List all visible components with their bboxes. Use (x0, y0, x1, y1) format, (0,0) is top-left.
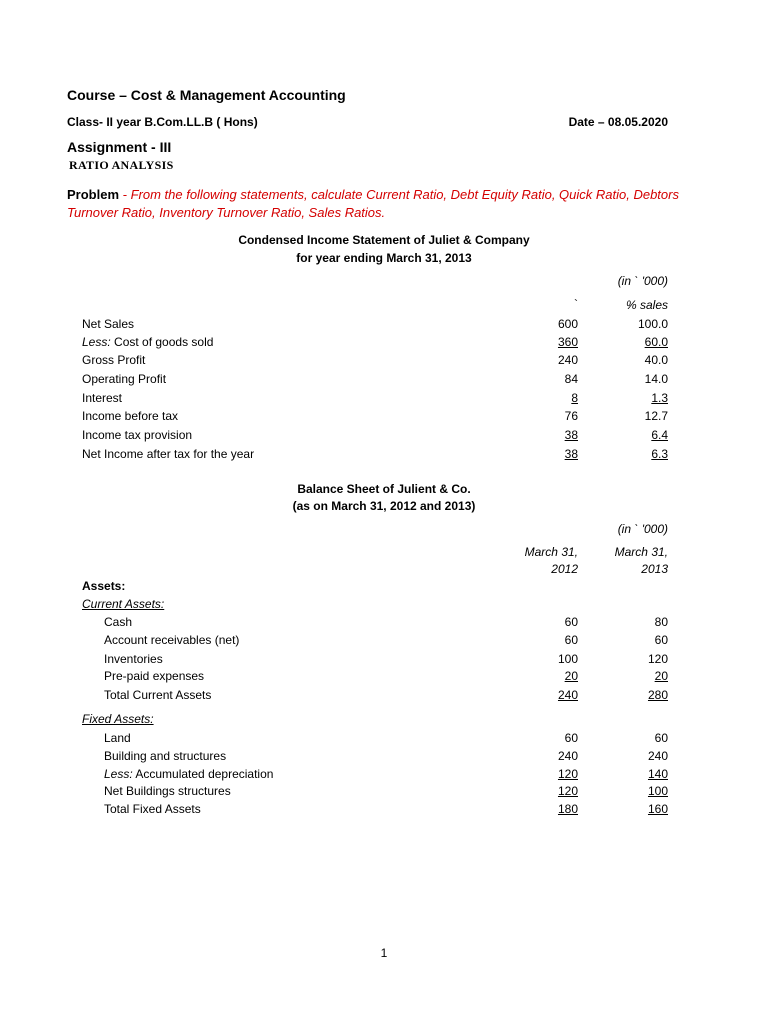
fixed-asset-label: Net Buildings structures (104, 784, 231, 798)
topic-heading: RATIO ANALYSIS (69, 158, 174, 172)
current-asset-label: Pre-paid expenses (104, 669, 205, 683)
less-prefix: Less: (104, 767, 133, 781)
current-asset-2013: 280 (647, 688, 668, 702)
fixed-asset-2013: 240 (647, 749, 668, 763)
income-row-value: 84 (564, 372, 578, 386)
income-row-label: Gross Profit (82, 353, 146, 367)
problem-end: . (381, 205, 386, 220)
income-row-value: 600 (557, 317, 578, 331)
income-row-percent: 40.0 (644, 353, 668, 367)
income-row-percent: 6.4 (651, 428, 668, 442)
balance-units: (in ` '000) (617, 522, 668, 536)
current-asset-2012: 60 (564, 615, 578, 629)
balance-sheet-title: Balance Sheet of Julient & Co. (297, 482, 471, 496)
income-row-label: Income tax provision (82, 428, 193, 442)
income-row-label (82, 335, 213, 349)
problem-dash: - (119, 187, 131, 202)
current-asset-label: Cash (104, 615, 133, 629)
less-prefix: Less: (82, 335, 111, 349)
fixed-asset-text: Accumulated depreciation (132, 767, 274, 781)
income-row-percent: 12.7 (644, 409, 668, 423)
problem-statement (67, 186, 707, 222)
income-units: (in ` '000) (617, 274, 668, 288)
problem-label: Problem (67, 187, 120, 202)
current-asset-2012: 240 (557, 688, 578, 702)
current-asset-label: Total Current Assets (104, 688, 212, 702)
income-row-value: 76 (564, 409, 578, 423)
current-asset-2013: 20 (654, 669, 668, 683)
course-title: Course – Cost & Management Accounting (67, 87, 346, 103)
income-row-label: Operating Profit (82, 372, 167, 386)
assignment-date: Date – 08.05.2020 (568, 115, 668, 129)
income-statement-title: Condensed Income Statement of Juliet & Company (238, 233, 530, 247)
col-2013-head-line1: March 31, (614, 545, 668, 559)
current-asset-2013: 60 (654, 633, 668, 647)
income-row-text: Cost of goods sold (110, 335, 214, 349)
current-asset-2013: 120 (647, 652, 668, 666)
assignment-title: Assignment - III (67, 139, 172, 155)
income-col-percent-header: % sales (625, 298, 668, 312)
income-row-percent: 60.0 (644, 335, 668, 349)
income-row-percent: 14.0 (644, 372, 668, 386)
col-2012-head-line1: March 31, (524, 545, 578, 559)
fixed-asset-2012: 120 (557, 784, 578, 798)
problem-text: From the following statements, calculate Current Ratio, Debt Equity Ratio, Quick Ratio, Debtors Turnover Ratio, Inventory Turnover Ratio, Sales Ratios (67, 187, 679, 220)
fixed-asset-2013: 160 (647, 802, 668, 816)
current-asset-label: Inventories (104, 652, 163, 666)
income-row-label: Income before tax (82, 409, 179, 423)
current-asset-2012: 20 (564, 669, 578, 683)
balance-col-2013-header (588, 544, 668, 578)
fixed-asset-label (104, 767, 273, 781)
current-asset-2013: 80 (654, 615, 668, 629)
income-row-label: Net Sales (82, 317, 135, 331)
fixed-asset-2013: 100 (647, 784, 668, 798)
balance-col-2012-header (498, 544, 578, 578)
current-asset-2012: 100 (557, 652, 578, 666)
income-row-percent: 100.0 (637, 317, 668, 331)
col-2012-head-line2: 2012 (551, 562, 578, 576)
fixed-asset-2013: 140 (647, 767, 668, 781)
income-row-label: Net Income after tax for the year (82, 447, 255, 461)
current-asset-label: Account receivables (net) (104, 633, 240, 647)
income-row-value: 240 (557, 353, 578, 367)
income-col-currency-header: ` (574, 297, 578, 311)
fixed-asset-2012: 120 (557, 767, 578, 781)
fixed-assets-heading: Fixed Assets: (82, 712, 154, 726)
assets-heading: Assets: (82, 579, 126, 593)
fixed-asset-2013: 60 (654, 731, 668, 745)
fixed-asset-2012: 180 (557, 802, 578, 816)
fixed-asset-label: Total Fixed Assets (104, 802, 201, 816)
balance-sheet-subtitle: (as on March 31, 2012 and 2013) (292, 499, 476, 513)
fixed-asset-2012: 60 (564, 731, 578, 745)
income-statement-subtitle: for year ending March 31, 2013 (296, 251, 472, 265)
income-row-value: 360 (557, 335, 578, 349)
fixed-asset-2012: 240 (557, 749, 578, 763)
page-number: 1 (380, 946, 388, 960)
class-line: Class- II year B.Com.LL.B ( Hons) (67, 115, 258, 129)
income-row-value: 38 (564, 447, 578, 461)
income-row-value: 8 (571, 391, 578, 405)
col-2013-head-line2: 2013 (641, 562, 668, 576)
income-row-percent: 1.3 (651, 391, 668, 405)
income-row-label: Interest (82, 391, 123, 405)
current-asset-2012: 60 (564, 633, 578, 647)
income-row-value: 38 (564, 428, 578, 442)
fixed-asset-label: Building and structures (104, 749, 227, 763)
current-assets-heading: Current Assets: (82, 597, 165, 611)
fixed-asset-label: Land (104, 731, 131, 745)
income-row-percent: 6.3 (651, 447, 668, 461)
